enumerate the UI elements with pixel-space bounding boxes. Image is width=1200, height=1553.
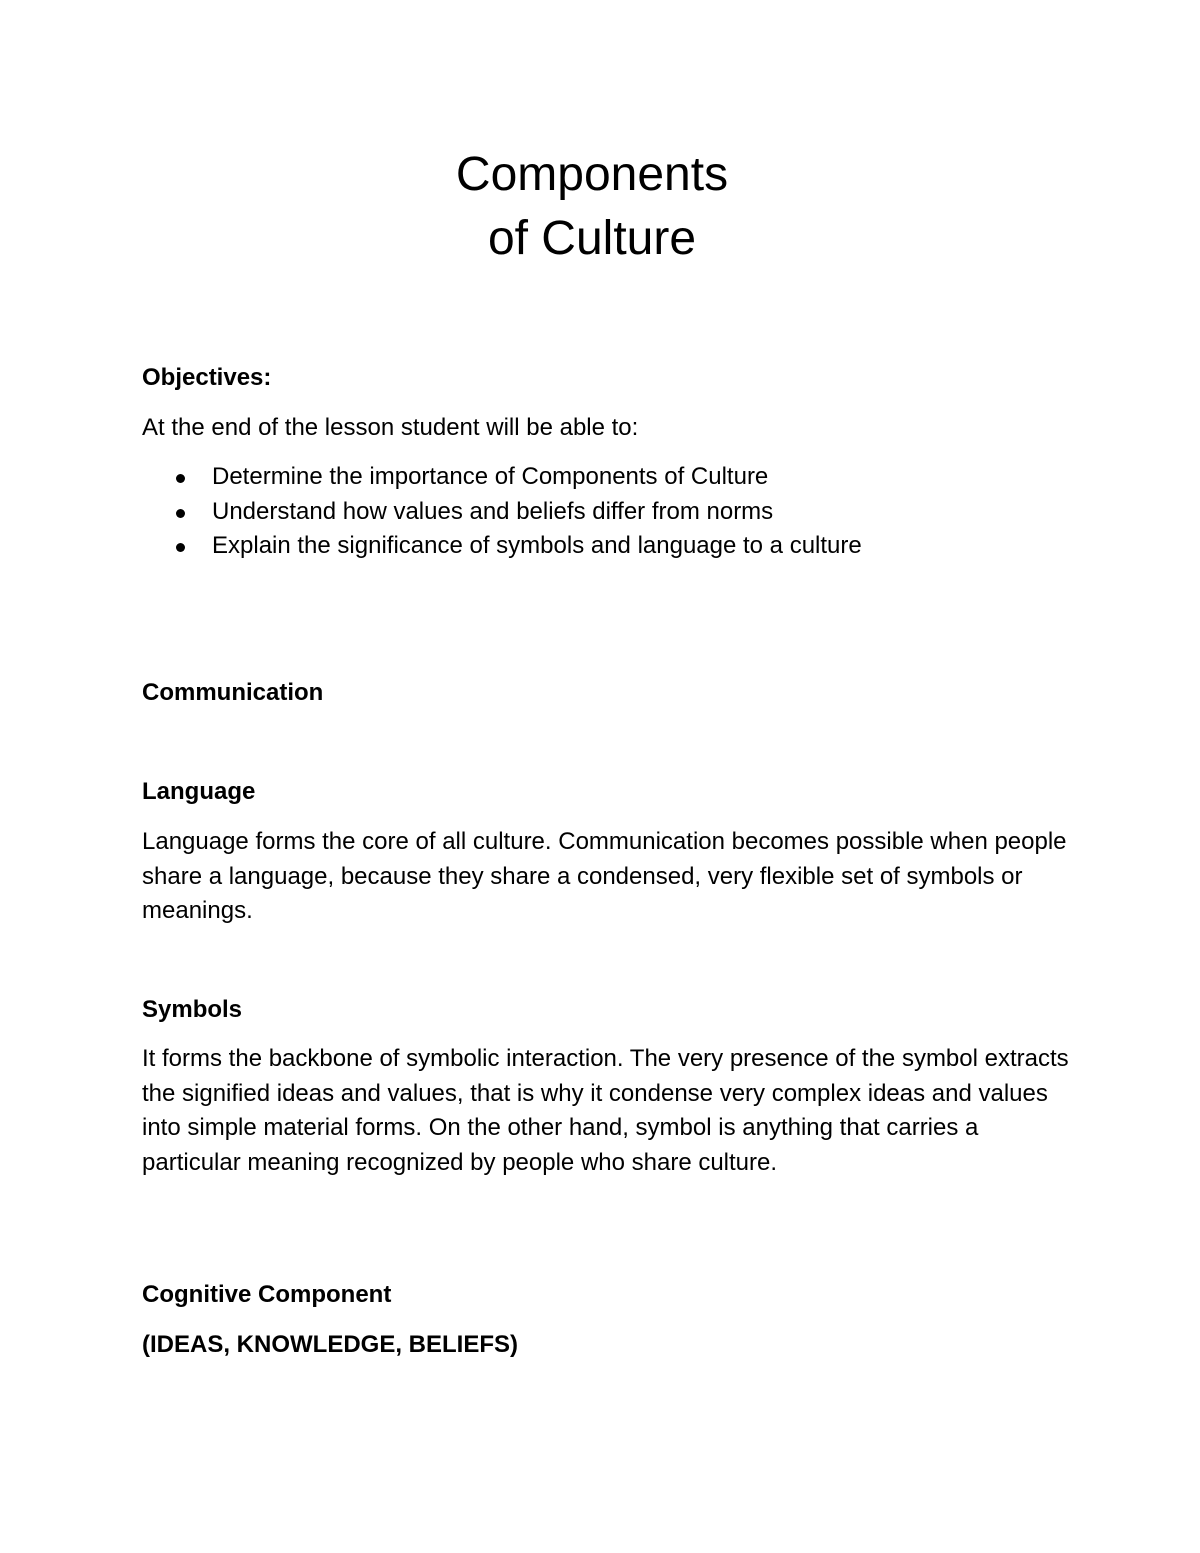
communication-heading: Communication bbox=[142, 679, 324, 706]
list-item bbox=[142, 495, 1072, 530]
objective-text: Understand how values and beliefs differ from norms bbox=[212, 497, 774, 525]
objective-text: Explain the significance of symbols and language to a culture bbox=[212, 532, 862, 559]
symbols-heading: Symbols bbox=[142, 996, 243, 1023]
objectives-intro: At the end of the lesson student will be able to: bbox=[142, 414, 639, 441]
objectives-heading: Objectives: bbox=[142, 364, 272, 391]
title-line-2: of Culture bbox=[487, 212, 697, 265]
objective-text: Determine the importance of Components of Culture bbox=[212, 463, 769, 490]
list-item bbox=[142, 460, 1072, 495]
list-item bbox=[142, 529, 1072, 564]
cognitive-heading: Cognitive Component bbox=[142, 1281, 392, 1308]
symbols-body: It forms the backbone of symbolic interaction. The very presence of the symbol extracts the signified ideas and values, that is why it condense very complex ideas and values into simple material forms. On the other hand, symbol is anything that carries a particular meaning recognized by people who share culture. bbox=[142, 1045, 1069, 1176]
bullet-icon bbox=[176, 509, 185, 518]
title-line-1: Components bbox=[455, 148, 729, 201]
bullet-icon bbox=[176, 474, 185, 483]
objectives-list bbox=[142, 460, 1072, 564]
page-title bbox=[0, 143, 1184, 271]
cognitive-subheading: (IDEAS, KNOWLEDGE, BELIEFS) bbox=[142, 1331, 519, 1358]
language-body: Language forms the core of all culture. Communication becomes possible when people share a language, because they share a condensed, very flexible set of symbols or meanings. bbox=[142, 828, 1067, 924]
bullet-icon bbox=[176, 543, 185, 552]
language-heading: Language bbox=[142, 778, 256, 805]
